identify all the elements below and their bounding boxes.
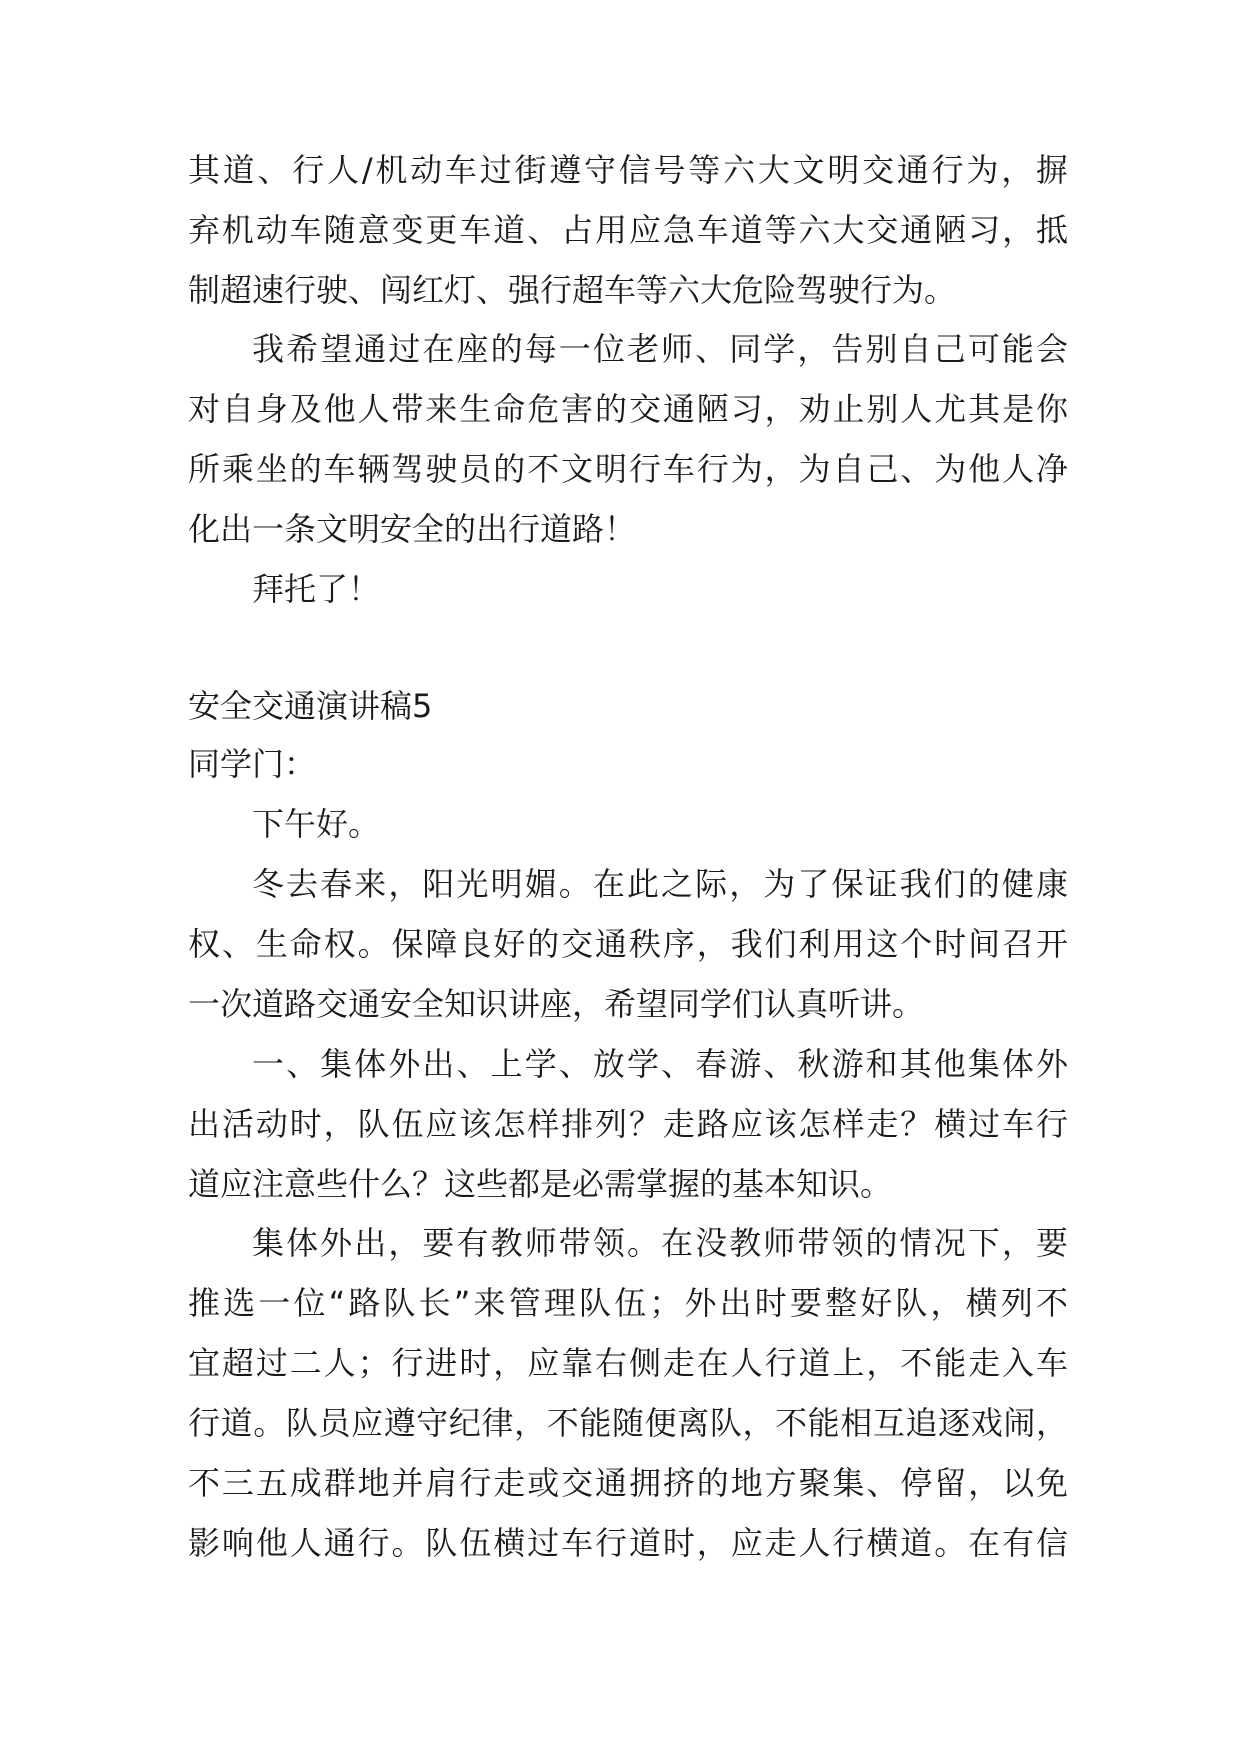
text-line: 下午好。 (252, 805, 381, 843)
text-line: 化出一条文明安全的出行道路！ (188, 510, 637, 548)
text-line: 推选一位“路队长”来管理队伍；外出时要整好队，横列不 (188, 1284, 1068, 1322)
text-line: 权、生命权。保障良好的交通秩序，我们利用这个时间召开 (188, 925, 1068, 963)
text-line: 一次道路交通安全知识讲座，希望同学们认真听讲。 (188, 985, 925, 1023)
text-line: 冬去春来，阳光明媚。在此之际，为了保证我们的健康 (252, 865, 1068, 903)
text-line: 其道、行人/机动车过街遵守信号等六大文明交通行为，摒 (188, 151, 1068, 189)
text-line: 集体外出，要有教师带领。在没教师带领的情况下，要 (252, 1224, 1068, 1262)
text-line: 宜超过二人；行进时，应靠右侧走在人行道上，不能走入车 (188, 1344, 1068, 1382)
text-line: 道应注意些什么？这些都是必需掌握的基本知识。 (188, 1165, 893, 1203)
text-line: 不三五成群地并肩行走或交通拥挤的地方聚集、停留，以免 (188, 1464, 1068, 1502)
text-line: 所乘坐的车辆驾驶员的不文明行车行为，为自己、为他人净 (188, 450, 1068, 488)
section-title: 安全交通演讲稿5 (188, 687, 433, 725)
text-line: 拜托了！ (252, 570, 381, 608)
text-line: 一、集体外出、上学、放学、春游、秋游和其他集体外 (252, 1045, 1068, 1083)
text-line: 弃机动车随意变更车道、占用应急车道等六大交通陋习，抵 (188, 211, 1068, 249)
greeting: 同学门： (188, 745, 317, 783)
text-line: 对自身及他人带来生命危害的交通陋习，劝止别人尤其是你 (188, 390, 1068, 428)
text-line: 行道。队员应遵守纪律，不能随便离队，不能相互追逐戏闹， (188, 1404, 1068, 1442)
text-line: 出活动时，队伍应该怎样排列？走路应该怎样走？横过车行 (188, 1105, 1068, 1143)
text-line: 制超速行驶、闯红灯、强行超车等六大危险驾驶行为。 (188, 271, 957, 309)
text-line: 影响他人通行。队伍横过车行道时，应走人行横道。在有信 (188, 1524, 1068, 1562)
text-line: 我希望通过在座的每一位老师、同学，告别自己可能会 (252, 330, 1068, 368)
